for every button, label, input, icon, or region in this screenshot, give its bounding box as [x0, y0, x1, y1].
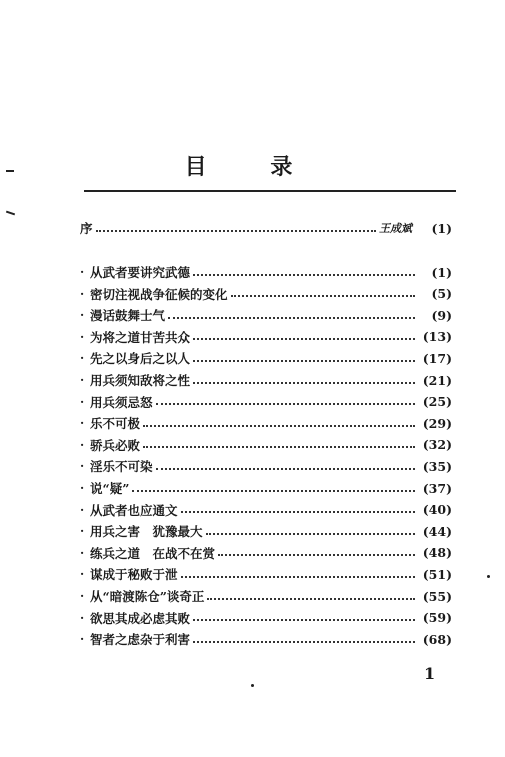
bullet: · [80, 610, 85, 625]
toc-entry [80, 586, 452, 606]
entry-page: (32) [422, 437, 452, 453]
dot-leader [168, 316, 415, 319]
dot-leader [193, 273, 415, 276]
entry-title: 用兵须知敌将之性 [90, 373, 191, 388]
bullet: · [80, 437, 85, 452]
entry-title: 淫乐不可染 [90, 459, 153, 475]
dot-leader [231, 294, 415, 297]
dot-leader [143, 445, 415, 448]
dot-leader [218, 553, 415, 556]
entry-title: 从“暗渡陈仓”谈奇正 [90, 589, 205, 604]
toc-entry [80, 629, 452, 649]
dot-leader [206, 532, 415, 535]
bullet: · [80, 481, 85, 495]
entry-title: 骄兵必败 [90, 437, 141, 453]
bullet: · [80, 545, 85, 560]
dot-leader [96, 229, 376, 232]
entry-page: (9) [431, 307, 452, 323]
entry-page: (25) [422, 394, 452, 410]
entry-title: 从武者要讲究武德 [90, 265, 191, 280]
bullet: · [80, 286, 85, 301]
toc-entry [80, 608, 452, 628]
entry-page: (13) [422, 329, 452, 345]
scan-mark [487, 575, 490, 578]
dot-leader [181, 510, 415, 513]
entry-page: (48) [422, 545, 452, 561]
entry-title: 欲思其成必虑其败 [90, 610, 191, 626]
scan-mark [6, 170, 14, 172]
entry-title: 先之以身后之以人 [90, 351, 191, 367]
entry-page: (37) [422, 480, 452, 496]
bullet: · [80, 351, 85, 366]
bullet: · [80, 308, 85, 323]
dot-leader [156, 467, 415, 470]
entry-page: (21) [422, 372, 452, 388]
toc-entry [80, 456, 452, 476]
dot-leader [181, 575, 415, 578]
toc-preface-row [80, 218, 452, 238]
dot-leader [143, 424, 415, 427]
dot-leader [156, 402, 415, 405]
toc-entry [80, 284, 452, 304]
title-rule [84, 190, 456, 192]
bullet: · [80, 416, 85, 431]
scan-mark [6, 211, 15, 216]
entry-title: 用兵须忌怒 [90, 394, 153, 410]
preface-label: 序 [80, 221, 93, 236]
bullet: · [80, 632, 85, 647]
toc-entry [80, 543, 452, 563]
bullet: · [80, 459, 85, 474]
dot-leader [132, 489, 415, 492]
toc-entry [80, 413, 452, 433]
entry-page: (17) [422, 350, 452, 366]
toc-entry [80, 305, 452, 325]
preface-page: (1) [431, 220, 452, 236]
bullet: · [80, 567, 85, 582]
dot-leader [193, 337, 415, 340]
entry-title: 从武者也应通文 [90, 502, 178, 518]
bullet: · [80, 373, 85, 387]
entry-page: (40) [422, 502, 452, 518]
scan-mark [251, 684, 254, 687]
entry-title: 练兵之道 在战不在赏 [90, 545, 216, 561]
entry-page: (35) [422, 458, 452, 474]
entry-title: 用兵之害 犹豫最大 [90, 524, 203, 540]
toc-entry [80, 435, 452, 455]
toc-entry [80, 327, 452, 347]
entry-page: (51) [422, 566, 452, 582]
entry-title: 漫话鼓舞士气 [90, 308, 166, 324]
bullet: · [80, 394, 85, 409]
entry-title: 为将之道甘苦共众 [90, 329, 191, 345]
entry-page: (55) [422, 588, 452, 604]
page-number: 1 [424, 664, 436, 683]
dot-leader [207, 597, 415, 600]
dot-leader [193, 618, 415, 621]
entry-page: (44) [422, 523, 452, 539]
entry-page: (68) [422, 631, 452, 647]
entry-title: 密切注视战争征候的变化 [90, 286, 228, 302]
toc-entry [80, 564, 452, 584]
bullet: · [80, 589, 85, 603]
entry-page: (1) [431, 264, 452, 280]
entry-page: (5) [431, 286, 452, 302]
toc-entry [80, 348, 452, 368]
dot-leader [193, 359, 415, 362]
toc-entry [80, 521, 452, 541]
page-title: 目 录 [184, 154, 321, 180]
bullet: · [80, 265, 85, 279]
entry-page: (59) [422, 610, 452, 626]
entry-page: (29) [422, 415, 452, 431]
toc-entry [80, 478, 452, 498]
bullet: · [80, 329, 85, 344]
entry-title: 智者之虑杂于利害 [90, 632, 191, 648]
dot-leader [193, 381, 415, 384]
bullet: · [80, 502, 85, 517]
toc-entry [80, 500, 452, 520]
toc-entry [80, 262, 452, 282]
dot-leader [193, 640, 415, 643]
toc-entry [80, 370, 452, 390]
toc-entry [80, 392, 452, 412]
entry-title: 谋成于秘败于泄 [90, 567, 178, 583]
entry-title: 乐不可极 [90, 416, 141, 432]
preface-author: 王成斌 [379, 222, 412, 235]
entry-title: 说“疑” [90, 481, 130, 496]
bullet: · [80, 524, 85, 539]
